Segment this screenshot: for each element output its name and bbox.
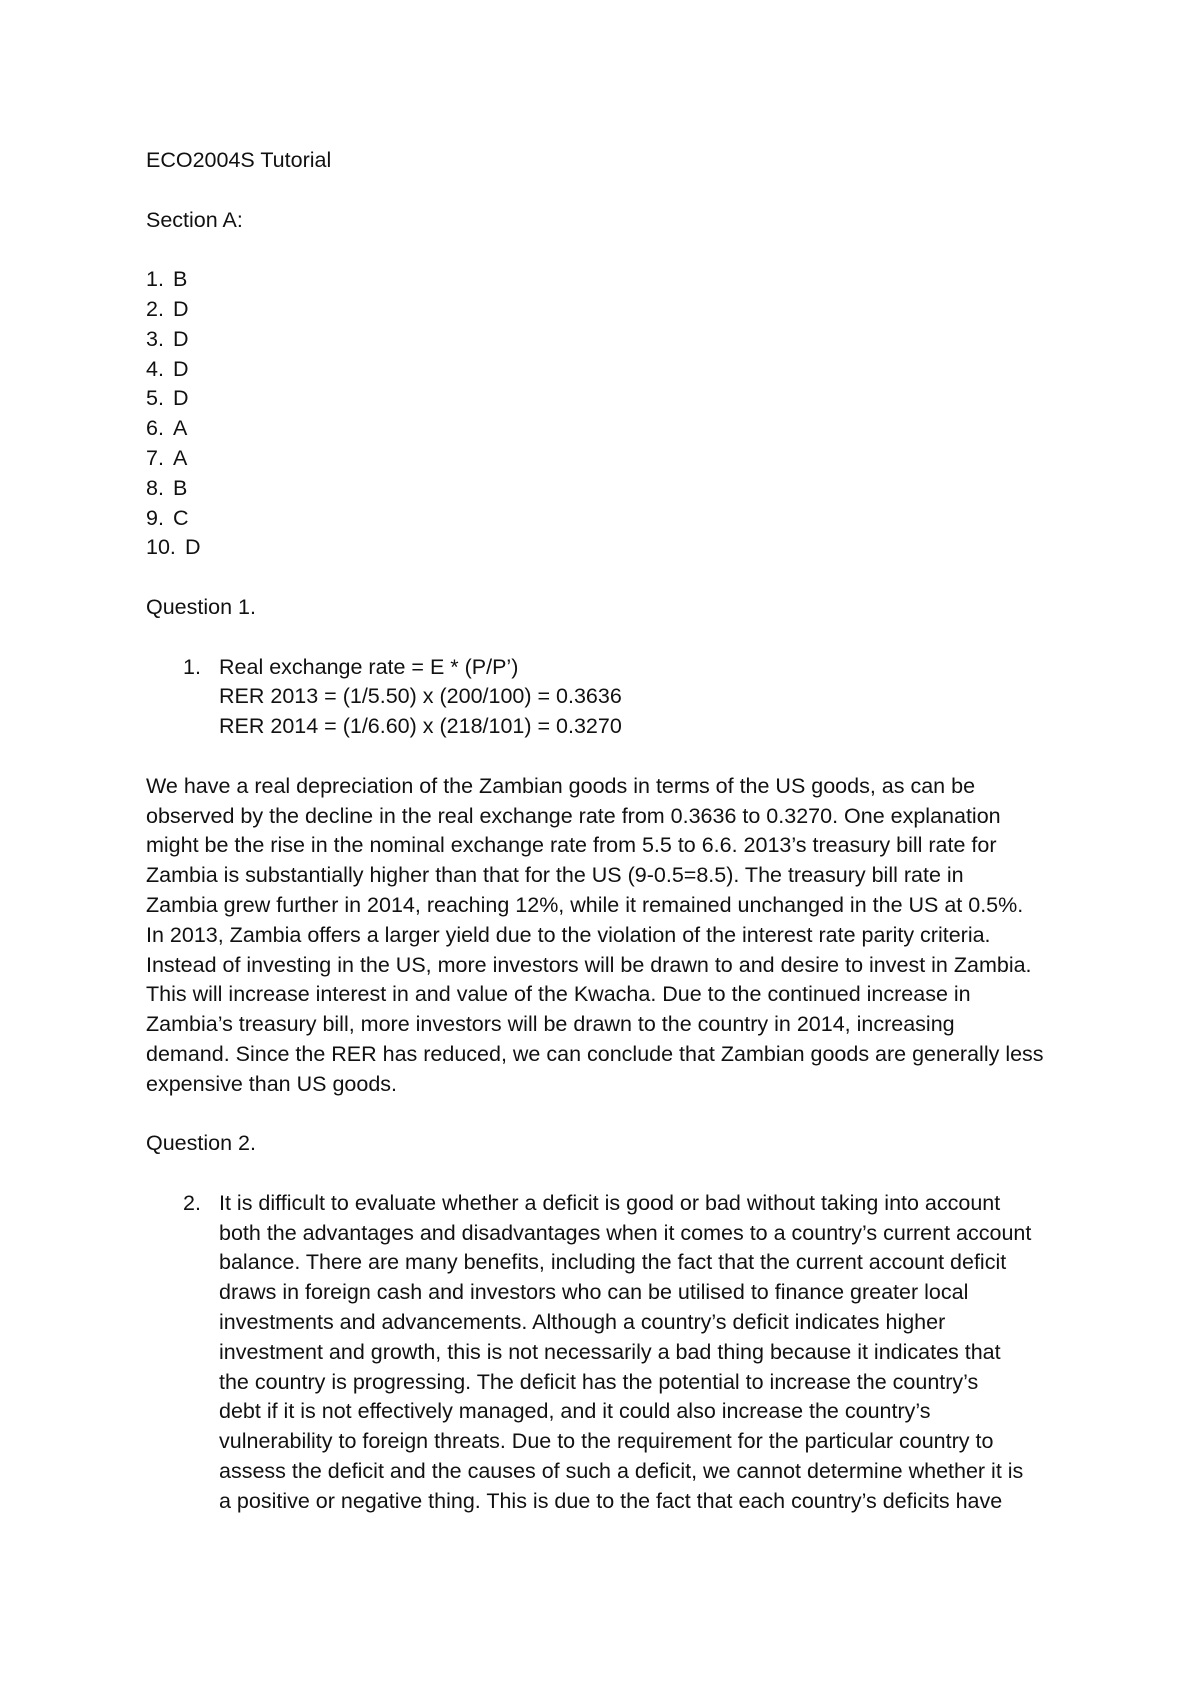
answer-number: 8.	[146, 475, 164, 500]
question-2-item-number: 2.	[183, 1190, 201, 1215]
answer-value: B	[173, 267, 188, 292]
paragraph-line: investments and advancements. Although a country’s deficit indicates higher	[219, 1310, 946, 1335]
paragraph-line: draws in foreign cash and investors who can be utilised to finance greater local	[219, 1280, 969, 1305]
question-2-item	[146, 1189, 1076, 1517]
answer-item	[146, 414, 1076, 444]
answer-item	[146, 504, 1076, 534]
question-1-item-number: 1.	[183, 654, 201, 679]
answer-value: D	[173, 356, 189, 381]
paragraph-line: Zambia is substantially higher than that for the US (9-0.5=8.5). The treasury bill rate in	[146, 863, 964, 888]
answer-number: 3.	[146, 326, 164, 351]
answer-item	[146, 474, 1076, 504]
answer-item	[146, 533, 1076, 563]
paragraph-line: observed by the decline in the real exchange rate from 0.3636 to 0.3270. One explanation	[146, 803, 1001, 828]
answer-value: D	[173, 296, 189, 321]
spacer	[146, 623, 1076, 653]
answer-value: D	[173, 386, 189, 411]
spacer	[146, 235, 1076, 265]
answer-item	[146, 384, 1076, 414]
section-a-heading: Section A:	[146, 207, 243, 232]
answer-value: A	[173, 416, 188, 441]
spacer	[146, 1100, 1076, 1130]
paragraph-line: This will increase interest in and value of the Kwacha. Due to the continued increase in	[146, 982, 971, 1007]
paragraph-line: might be the rise in the nominal exchange rate from 5.5 to 6.6. 2013’s treasury bill rate for	[146, 833, 997, 858]
paragraph-line: demand. Since the RER has reduced, we can conclude that Zambian goods are generally less	[146, 1041, 1044, 1066]
answer-number: 5.	[146, 386, 164, 411]
answer-value: C	[173, 505, 189, 530]
answer-item	[146, 355, 1076, 385]
spacer	[146, 176, 1076, 206]
answer-value: B	[173, 475, 188, 500]
answer-number: 7.	[146, 445, 164, 470]
paragraph-line: investment and growth, this is not necessarily a bad thing because it indicates that	[219, 1339, 1001, 1364]
question-2-item-body	[219, 1189, 1076, 1517]
paragraph-line: assess the deficit and the causes of such a deficit, we cannot determine whether it is	[219, 1459, 1024, 1484]
answer-value: D	[185, 535, 201, 560]
answer-number: 4.	[146, 356, 164, 381]
paragraph-line: In 2013, Zambia offers a larger yield due to the violation of the interest rate parity criteria.	[146, 922, 991, 947]
paragraph-line: Instead of investing in the US, more investors will be drawn to and desire to invest in Zambia.	[146, 952, 1032, 977]
answer-item	[146, 265, 1076, 295]
answer-item	[146, 444, 1076, 474]
paragraph-line: Zambia’s treasury bill, more investors will be drawn to the country in 2014, increasing	[146, 1012, 955, 1037]
answer-number: 6.	[146, 416, 164, 441]
question-1-item	[146, 653, 1076, 742]
formula-line: RER 2013 = (1/5.50) x (200/100) = 0.3636	[219, 684, 622, 709]
paragraph-line: We have a real depreciation of the Zambian goods in terms of the US goods, as can be	[146, 773, 976, 798]
spacer	[146, 563, 1076, 593]
formula-line: Real exchange rate = E * (P/P’)	[219, 654, 519, 679]
answer-number: 10.	[146, 535, 176, 560]
document-content	[146, 146, 1076, 1517]
paragraph-line: debt if it is not effectively managed, and it could also increase the country’s	[219, 1399, 931, 1424]
question-1-paragraph	[146, 772, 1076, 1100]
spacer	[146, 742, 1076, 772]
paragraph-line: a positive or negative thing. This is due to the fact that each country’s deficits have	[219, 1488, 1003, 1513]
paragraph-line: both the advantages and disadvantages when it comes to a country’s current account	[219, 1220, 1032, 1245]
paragraph-line: It is difficult to evaluate whether a deficit is good or bad without taking into account	[219, 1190, 1001, 1215]
answer-item	[146, 295, 1076, 325]
question-1-heading: Question 1.	[146, 594, 256, 619]
question-2-heading: Question 2.	[146, 1131, 256, 1156]
document-title: ECO2004S Tutorial	[146, 148, 332, 172]
answer-number: 9.	[146, 505, 164, 530]
answer-item	[146, 325, 1076, 355]
section-a-answer-list	[146, 265, 1076, 563]
paragraph-line: expensive than US goods.	[146, 1071, 397, 1096]
formula-line: RER 2014 = (1/6.60) x (218/101) = 0.3270	[219, 714, 622, 739]
paragraph-line: balance. There are many benefits, including the fact that the current account deficit	[219, 1250, 1007, 1275]
question-1-item-body	[219, 653, 1076, 742]
answer-number: 1.	[146, 267, 164, 292]
spacer	[146, 1159, 1076, 1189]
answer-number: 2.	[146, 296, 164, 321]
answer-value: A	[173, 445, 188, 470]
paragraph-line: the country is progressing. The deficit has the potential to increase the country’s	[219, 1369, 979, 1394]
paragraph-line: vulnerability to foreign threats. Due to the requirement for the particular country to	[219, 1429, 994, 1454]
paragraph-line: Zambia grew further in 2014, reaching 12%, while it remained unchanged in the US at 0.5%.	[146, 892, 1024, 917]
answer-value: D	[173, 326, 189, 351]
